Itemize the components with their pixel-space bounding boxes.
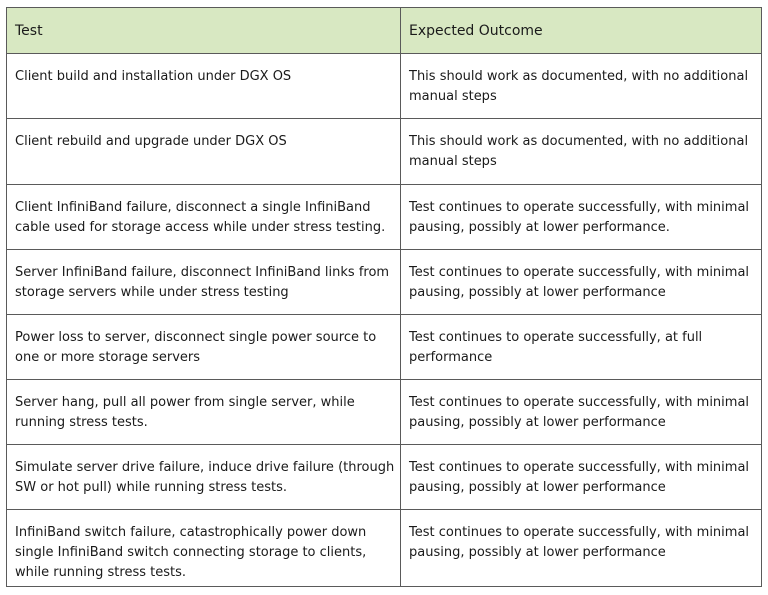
table-row	[7, 119, 762, 185]
test-cell: InfiniBand switch failure, catastrophically power down single InfiniBand switch connecting storage to clients, while running stress tests.	[7, 510, 401, 587]
table-row	[7, 54, 762, 119]
table-row	[7, 380, 762, 445]
test-cell: Client build and installation under DGX OS	[7, 54, 401, 119]
outcome-cell: This should work as documented, with no additional manual steps	[401, 119, 762, 185]
table-row	[7, 445, 762, 510]
header-row	[7, 8, 762, 54]
header-expected-outcome: Expected Outcome	[401, 8, 762, 54]
test-cell: Simulate server drive failure, induce drive failure (through SW or hot pull) while running stress tests.	[7, 445, 401, 510]
table-row	[7, 315, 762, 380]
test-outcome-table	[6, 7, 762, 587]
outcome-cell: Test continues to operate successfully, with minimal pausing, possibly at lower performance	[401, 250, 762, 315]
test-cell: Client rebuild and upgrade under DGX OS	[7, 119, 401, 185]
table-header	[7, 8, 762, 54]
outcome-cell: Test continues to operate successfully, with minimal pausing, possibly at lower performance	[401, 510, 762, 587]
test-cell: Power loss to server, disconnect single power source to one or more storage servers	[7, 315, 401, 380]
outcome-cell: Test continues to operate successfully, with minimal pausing, possibly at lower performance	[401, 380, 762, 445]
table-row	[7, 250, 762, 315]
test-cell: Server InfiniBand failure, disconnect InfiniBand links from storage servers while under stress testing	[7, 250, 401, 315]
outcome-cell: Test continues to operate successfully, at full performance	[401, 315, 762, 380]
table-body	[7, 54, 762, 587]
header-test: Test	[7, 8, 401, 54]
test-cell: Server hang, pull all power from single server, while running stress tests.	[7, 380, 401, 445]
outcome-cell: Test continues to operate successfully, with minimal pausing, possibly at lower performance.	[401, 185, 762, 250]
outcome-cell: This should work as documented, with no additional manual steps	[401, 54, 762, 119]
outcome-cell: Test continues to operate successfully, with minimal pausing, possibly at lower performance	[401, 445, 762, 510]
table-row	[7, 510, 762, 587]
test-cell: Client InfiniBand failure, disconnect a single InfiniBand cable used for storage access while under stress testing.	[7, 185, 401, 250]
table-row	[7, 185, 762, 250]
